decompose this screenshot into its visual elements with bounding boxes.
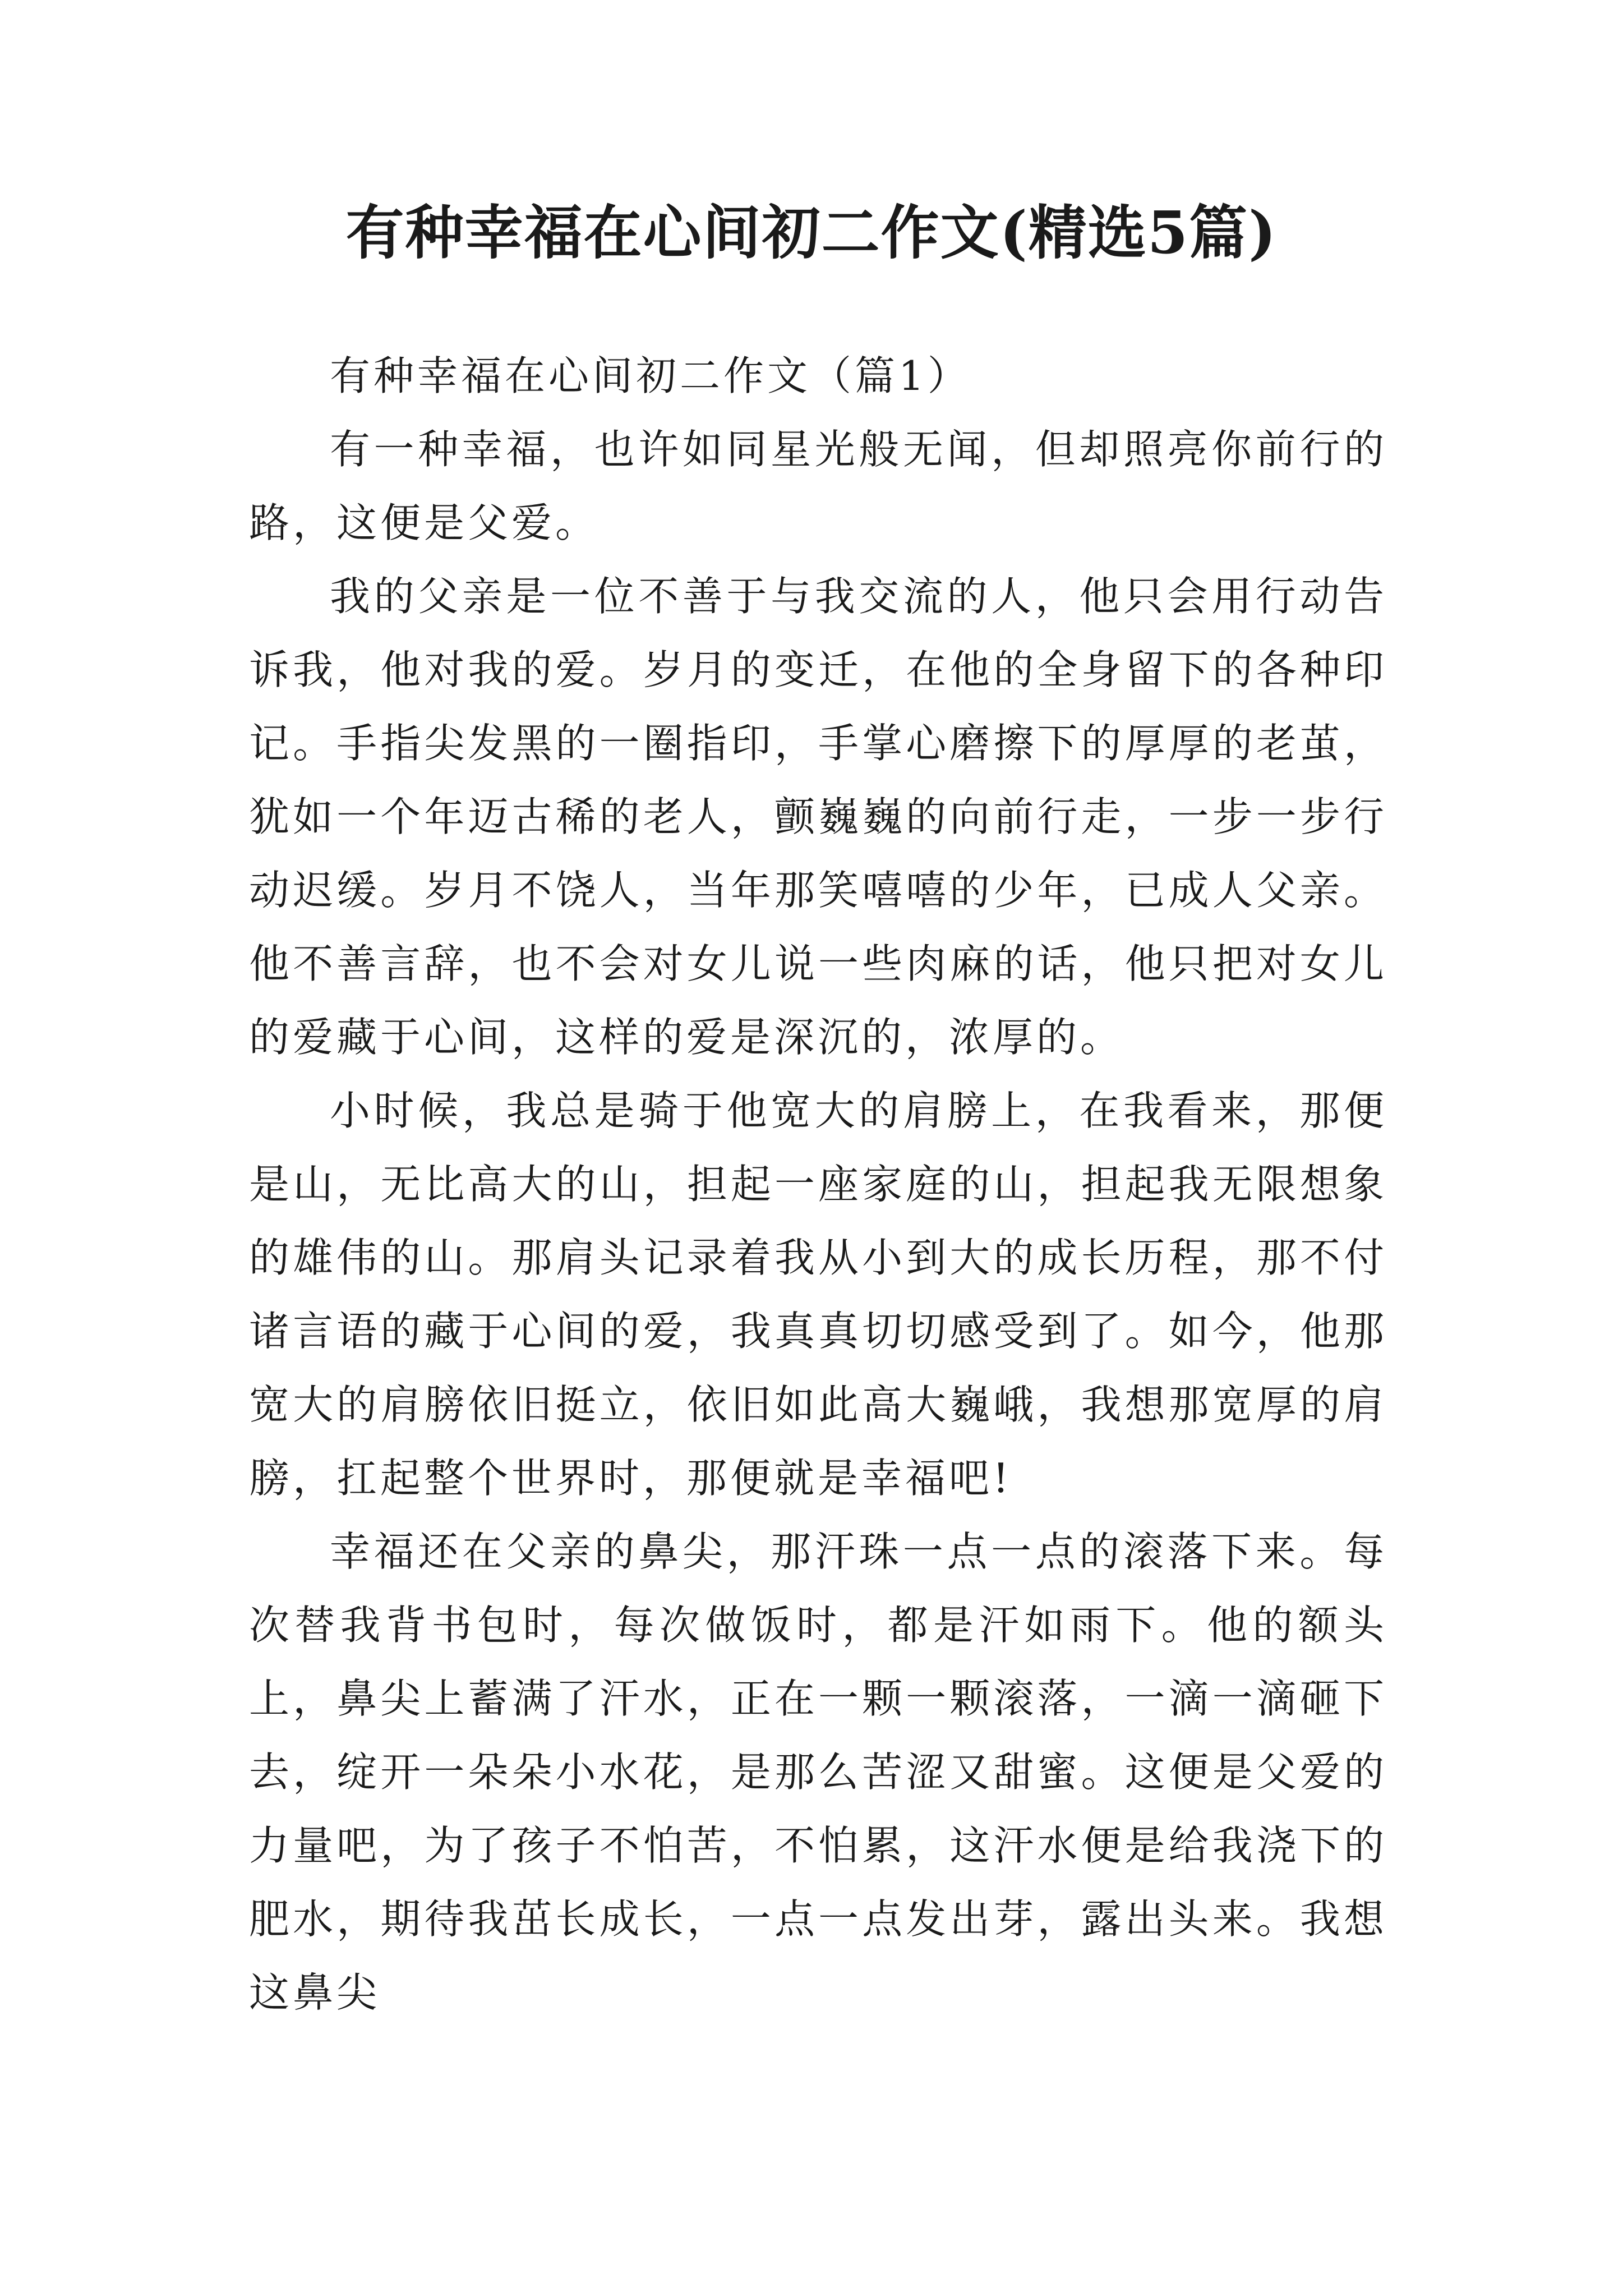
document-body: [249, 339, 1387, 2030]
section-heading: 有种幸福在心间初二作文（篇1）: [330, 352, 971, 399]
paragraph: 小时候，我总是骑于他宽大的肩膀上，在我看来，那便是山，无比高大的山，担起一座家庭的山，担起我无限想象的雄伟的山。那肩头记录着我从小到大的成长历程，那不付诸言语的藏于心间的爱，我真真切切感受到了。如今，他那宽大的肩膀依旧挺立，依旧如此高大巍峨，我想那宽厚的肩膀，扛起整个世界时，那便就是幸福吧!: [249, 1087, 1387, 1502]
paragraph: 有一种幸福，也许如同星光般无闻，但却照亮你前行的路，这便是父爱。: [249, 426, 1387, 546]
paragraph: 我的父亲是一位不善于与我交流的人，他只会用行动告诉我，他对我的爱。岁月的变迁，在他的全身留下的各种印记。手指尖发黑的一圈指印，手掌心磨擦下的厚厚的老茧，犹如一个年迈古稀的老人，颤巍巍的向前行走，一步一步行动迟缓。岁月不饶人，当年那笑嘻嘻的少年，已成人父亲。他不善言辞，也不会对女儿说一些肉麻的话，他只把对女儿的爱藏于心间，这样的爱是深沉的，浓厚的。: [249, 573, 1387, 1061]
paragraph: 幸福还在父亲的鼻尖，那汗珠一点一点的滚落下来。每次替我背书包时，每次做饭时，都是汗如雨下。他的额头上，鼻尖上蓄满了汗水，正在一颗一颗滚落，一滴一滴砸下去，绽开一朵朵小水花，是那么苦涩又甜蜜。这便是父爱的力量吧，为了孩子不怕苦，不怕累，这汗水便是给我浇下的肥水，期待我茁长成长，一点一点发出芽，露出头来。我想这鼻尖: [249, 1528, 1387, 2016]
document-title: 有种幸福在心间初二作文(精选5篇): [345, 198, 1278, 267]
